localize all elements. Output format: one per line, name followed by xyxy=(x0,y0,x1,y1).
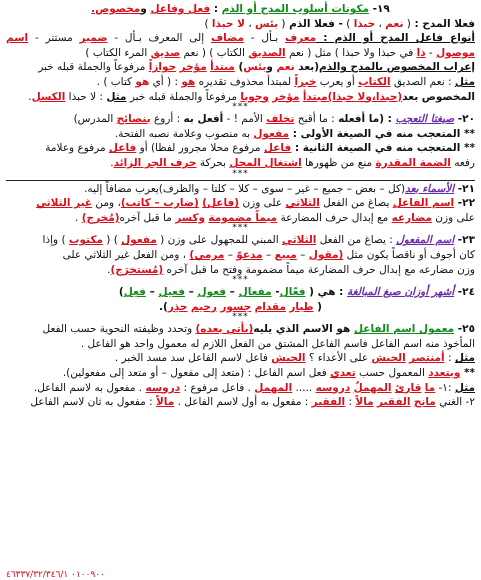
s20-l4-b: الضمة المقدرة xyxy=(375,156,451,169)
s25-l5-g: المهملُ xyxy=(353,381,392,394)
s19-l2-ni: نعم xyxy=(385,17,404,30)
s19-l3-a: أنواع فاعل المدح أو الذم : xyxy=(316,32,475,45)
s19-l7-k: الكسل xyxy=(31,90,66,103)
s22-number: ٢٢- xyxy=(454,197,475,210)
s23-l2-f: مدعوّ xyxy=(236,248,263,261)
s25-l4-b: ويتعدد xyxy=(428,367,461,380)
s19-l2-hb: حبذا xyxy=(353,17,376,30)
s24-l2-b: طيار xyxy=(289,300,314,313)
s22-l1-i: غير الثلاثي xyxy=(36,197,93,210)
s19-sep: : xyxy=(210,3,222,15)
s19-l3-f: إلى المعرف بـأل xyxy=(118,32,211,45)
s23-title: اسم المفعول xyxy=(396,234,455,247)
s25-l5-b: :١- xyxy=(435,381,455,394)
s19-l3-b: معرف xyxy=(284,32,317,45)
s19-l2-b: - فعلا الذم xyxy=(285,17,343,30)
section-rule xyxy=(6,180,475,181)
s19-v1: فعل وفاعل xyxy=(150,3,211,15)
s20-l4-d: اشتغال المحل xyxy=(229,156,302,169)
s19-l2-c2: ، xyxy=(244,17,255,30)
stars-divider: *** xyxy=(232,312,249,323)
s19-l3-k: اسم xyxy=(6,32,29,45)
s19-l4-f: الكتاب ) ( نعم xyxy=(180,46,249,59)
s25-l5-l: . فاعل مرفوع : xyxy=(180,381,255,394)
s22-l1-b: يصاغ من الفعل xyxy=(319,197,393,210)
s25-l3-f: على الأعداء ؟ xyxy=(305,352,372,365)
s19-l2-a: فعلا المدح : xyxy=(410,17,475,30)
s25-l6-f: مالاً xyxy=(355,396,374,409)
s20-l3-c: مرفوع محلا مجرور لفظا) أو xyxy=(136,142,264,155)
s23-l2-b: (مقول xyxy=(308,248,344,261)
s19-l5-c: نعم xyxy=(276,61,295,74)
s19-l4-c: ذا xyxy=(416,46,426,59)
s24-title: أشهر أوزان صيغ المبالغة xyxy=(347,286,455,299)
s19-number: ١٩- xyxy=(368,3,390,15)
s24-l2-h: رحيم xyxy=(190,300,217,313)
stars-divider: *** xyxy=(232,275,249,286)
s19-line4 xyxy=(6,46,475,61)
s25-line2 xyxy=(6,337,475,352)
s24-l1-c: - xyxy=(271,286,280,299)
s19-l2-p2: ) xyxy=(342,17,354,30)
s19-l5-f: ) xyxy=(234,61,244,74)
s25-l1-a: هو الاسم الذي يليه xyxy=(253,323,354,336)
s25-l4-c: المعمول حسب xyxy=(355,367,429,380)
s23-l2-h: مرمي) xyxy=(189,248,225,261)
s19-l2-lhb: لا حبذا xyxy=(211,17,245,30)
s19-l4-b: - xyxy=(425,46,437,59)
s24-heading-line xyxy=(6,285,475,300)
s25-l3-g: الجيش xyxy=(271,352,306,365)
s20-l4-a: رفعه xyxy=(450,156,475,169)
s19-l2-p4: ) xyxy=(204,17,212,30)
s20-number: ٢٠- xyxy=(454,113,475,126)
s25-l4-e: فعل اسم الفاعل : (متعد إلى مفعول – أو متعد إلى مفعولين). xyxy=(62,367,331,380)
s19-l6-f: لمبتدأ محذوف تقديره xyxy=(195,75,295,88)
s24-l1-j: فعِل xyxy=(123,286,146,299)
s23-l1-g: ) وإذا xyxy=(42,234,69,247)
s19-l3-j: - xyxy=(28,32,39,45)
s22-l2-a: على وزن xyxy=(431,211,475,224)
s25-l3-e: الجيش xyxy=(371,352,406,365)
s25-l4-d: تعدي xyxy=(330,367,356,380)
s19-l3-d: - xyxy=(243,32,255,45)
s23-l3-c: . xyxy=(107,263,111,276)
s25-l6-h: الفقير xyxy=(311,396,346,409)
s19-l7-c: مبتدأ xyxy=(302,90,328,103)
s25-l2-a: المأخوذ منه اسم الفاعل فاسم الفاعل المشتق من الفعل اللازم له معمول واحد هو الفاعل . xyxy=(80,337,475,350)
s19-l3-h: ضمير xyxy=(79,32,108,45)
s24-l1-h: فعيل xyxy=(158,286,185,299)
s22-l2-h: (مُخرج) xyxy=(81,211,120,224)
s21-title: الأسماء بعد xyxy=(405,182,455,195)
s19-l7-i: مثل xyxy=(106,90,127,103)
s20-l3-d: فاعل xyxy=(108,142,137,155)
s24-l2-f: جسور xyxy=(220,300,252,313)
s19-l7-a: المخصوص بعد xyxy=(402,90,475,103)
stars-divider: *** xyxy=(232,102,249,113)
s24-l2-k: ). xyxy=(159,300,168,313)
s19-l6-j: كتاب ) . xyxy=(96,75,136,88)
s22-l1-e: (فاعل) xyxy=(202,197,240,210)
s19-l4-d: في حبذا ولا حبذا ) مثل ( نعم xyxy=(285,46,417,59)
s25-l6-i: : مفعول به أول لاسم الفاعل . xyxy=(174,396,312,409)
s19-line3 xyxy=(6,31,475,46)
s20-l2-c: به منصوب وعلامة نصبه الفتحة. xyxy=(114,127,254,140)
s24-number: ٢٤- xyxy=(454,286,475,299)
s25-l6-b: مانح xyxy=(413,396,436,409)
s19-l5-e: بئس xyxy=(243,61,267,74)
s19-l3-e: مضاف xyxy=(210,32,244,45)
s19-l6-a: مثل xyxy=(454,75,475,88)
s25-l1-c: وتحدد وظيفته النحوية حسب الفعل xyxy=(42,323,196,336)
s19-l5-b: (بعد xyxy=(294,61,320,74)
s22-l2-g: ما قبل آخره xyxy=(119,211,176,224)
s20-l1-d: تخلف xyxy=(266,113,295,126)
s23-l1-a: : يصاغ من الفعل xyxy=(316,234,397,247)
s19-l2-bs: بئس xyxy=(254,17,279,30)
s19-l7-e: مؤخر xyxy=(272,90,300,103)
s19-l6-c: الكتاب xyxy=(358,75,391,88)
s24-l2-d: مقدام xyxy=(254,300,286,313)
s19-l6-h: : ( أي xyxy=(149,75,182,88)
s20-line2 xyxy=(6,127,475,142)
s20-l4-f: حرف الجر الزائد xyxy=(113,156,197,169)
s19-l6-d: أو يعرب xyxy=(316,75,359,88)
stars-divider: *** xyxy=(232,223,249,234)
s23-l3-b: (مُستخرَج) xyxy=(110,263,164,276)
s25-l6-g: : xyxy=(345,396,356,409)
s24-l2-j: حذِر xyxy=(167,300,188,313)
s24-l1-e: – xyxy=(226,286,239,299)
s25-l3-b: : xyxy=(444,352,455,365)
s19-l4-e: الصديق xyxy=(248,46,286,59)
s25-line3 xyxy=(6,351,475,366)
s22-l1-h: ، ومن xyxy=(92,197,121,210)
s19-l5-a: إعراب المخصوص بالمدح والذم xyxy=(319,61,475,74)
s25-number: ٢٥- xyxy=(454,323,475,336)
s23-heading-line xyxy=(6,233,475,248)
s20-l3-a: ** المتعجب منه في الصيغة الثانية : xyxy=(291,142,475,155)
s19-l5-d: و xyxy=(266,61,277,74)
s20-l4-c: منع من ظهورها xyxy=(301,156,376,169)
s22-l2-c: مع إبدال حرف المضارعة xyxy=(277,211,392,224)
s20-l1-h: بنصائح xyxy=(116,113,151,126)
s24-l1-f: فعول xyxy=(197,286,227,299)
s19-and: و xyxy=(140,3,151,15)
s19-l2-p3: ( xyxy=(278,17,286,30)
s25-l1-b: (يأتي بعده) xyxy=(195,323,254,336)
section-21 xyxy=(6,182,475,197)
s20-l1-f: أفعل به xyxy=(183,113,224,126)
s25-line5 xyxy=(6,381,475,396)
s20-l2-a: ** المتعجب منه في الصيغة الأولى : xyxy=(289,127,475,140)
s23-line2 xyxy=(6,248,475,263)
s19-line2 xyxy=(6,17,475,32)
s19-l5-i: مؤخر xyxy=(179,61,207,74)
s22-l1-d: على وزن xyxy=(239,197,286,210)
section-25 xyxy=(6,322,475,410)
s24-l2-a: ( xyxy=(313,300,322,313)
section-19 xyxy=(6,2,475,112)
s20-l1-c: : ما أقبح xyxy=(294,113,339,126)
s25-heading-line xyxy=(6,322,475,337)
s25-l5-i: دروسه xyxy=(315,381,351,394)
s23-number: ٢٣- xyxy=(454,234,475,247)
s25-l5-e: قارئ xyxy=(394,381,422,394)
s19-l7-g: وجوبا xyxy=(240,90,269,103)
s20-heading-line xyxy=(6,112,475,127)
s20-line3 xyxy=(6,141,475,156)
s19-line6 xyxy=(6,75,475,90)
s24-l1-i: – xyxy=(145,286,159,299)
s25-line6 xyxy=(6,395,475,410)
s19-l4-a: موصول xyxy=(436,46,475,59)
s19-l3-g: - xyxy=(107,32,119,45)
s23-l1-d: مفعول xyxy=(121,234,157,247)
s23-l1-b: الثلاثي xyxy=(282,234,317,247)
s19-line5 xyxy=(6,60,475,75)
s25-l5-j: ..... xyxy=(292,381,316,394)
s25-l5-a: مثل xyxy=(454,381,475,394)
s19-l7-j: : لا حبذا xyxy=(65,90,107,103)
s22-l2-d: ميماً مضمومة xyxy=(208,211,278,224)
s23-l2-e: – xyxy=(262,248,275,261)
footer-phone-strip: ٠١٠٠٩٠٠ ٤٦٣٣٧/٣٢/٣٤٦/١ xyxy=(6,570,105,580)
s23-l1-c: المبني للمجهول على وزن ( xyxy=(156,234,283,247)
s22-l1-a: اسم الفاعل xyxy=(392,197,455,210)
s20-l1-e: الأمم ! - xyxy=(223,113,267,126)
s19-l6-e: خبراً xyxy=(294,75,317,88)
s19-l7-h: مرفوعاً والجملة قبله خبر xyxy=(126,90,241,103)
s20-l4-g: . xyxy=(110,156,114,169)
s22-line1 xyxy=(6,196,475,211)
s25-l3-a: مثل xyxy=(454,352,475,365)
s19-l2-c1: ، xyxy=(375,17,386,30)
s20-l3-b: فاعل xyxy=(263,142,292,155)
s20-l1-a: : xyxy=(384,113,396,126)
s25-l5-c: ما xyxy=(424,381,436,394)
s19-l4-h: المرء الكتاب ) xyxy=(85,46,151,59)
s21-l1-a: (كل – بعض – جميع – غير – سوى – كلا – كلتا – والظرف)يعرب مضافاً إليه. xyxy=(84,182,406,195)
s19-l7-l: . xyxy=(28,90,32,103)
s25-l6-k: : مفعول به ثان لاسم الفاعل xyxy=(30,396,156,409)
s23-l2-c: – xyxy=(296,248,309,261)
s25-l5-m: دروسه xyxy=(145,381,181,394)
s24-l1-a: : هي ( xyxy=(305,286,348,299)
s23-l1-f: مكتوب xyxy=(68,234,103,247)
s25-l6-a: ٢- الغني xyxy=(435,396,475,409)
s23-l2-a: كان أجوف أو ناقصاً يكون مثل xyxy=(343,248,475,261)
s20-l2-b: مفعول xyxy=(253,127,290,140)
s22-l2-b: مضارعه xyxy=(391,211,432,224)
s23-l1-e: ) ( xyxy=(102,234,122,247)
s19-heading-line xyxy=(6,2,475,17)
s22-l2-i: . xyxy=(75,211,82,224)
s25-l6-d: الفقير xyxy=(376,396,411,409)
s20-title: صيغتا التعجب xyxy=(395,113,455,126)
s22-l1-g: (ضارب – كاتب) xyxy=(120,197,199,210)
s19-l6-g: هو xyxy=(181,75,196,88)
s19-l6-i: هو xyxy=(135,75,150,88)
s19-l6-b: : نعم الصديق xyxy=(390,75,455,88)
s19-l5-g: مبتدأ xyxy=(210,61,235,74)
s25-l3-h: فاعل لاسم الفاعل سد مسد الخبر . xyxy=(114,352,272,365)
s20-l1-g: : أروع xyxy=(150,113,184,126)
s19-l3-i: مستتر xyxy=(38,32,80,45)
s23-l2-i: ، ومن الفعل غير الثلاثي على xyxy=(62,248,190,261)
section-22 xyxy=(6,196,475,233)
s25-l4-a: ** xyxy=(460,367,475,380)
s24-l1-g: – xyxy=(184,286,198,299)
section-20 xyxy=(6,112,475,180)
s21-line1 xyxy=(6,182,475,197)
s19-l7-b: (حبذا،ولا حبذا) xyxy=(327,90,403,103)
s19-l2-p1: ( xyxy=(403,17,411,30)
s19-v2: مخصوص. xyxy=(91,3,141,15)
s22-l1-c: الثلاثي xyxy=(285,197,320,210)
s19-l4-g: صديق xyxy=(150,46,181,59)
s19-title: مكونات أسلوب المدح أو الذم xyxy=(221,3,369,15)
s25-title: معمول اسم الفاعل xyxy=(353,323,455,336)
s19-l3-c: بـأل xyxy=(254,32,285,45)
s25-l3-c: أمنتصر xyxy=(409,352,445,365)
notes-page xyxy=(6,2,475,580)
s23-l2-g: – xyxy=(224,248,237,261)
s19-l5-l: مرفوعاً والجملة قبله خبر xyxy=(38,61,149,74)
s20-l3-e: مرفوع وعلامة xyxy=(45,142,109,155)
s23-l2-d: مبيع xyxy=(274,248,297,261)
section-24 xyxy=(6,285,475,322)
s22-l2-f: وكسر xyxy=(175,211,206,224)
s24-l1-b: فعّال xyxy=(279,286,306,299)
s25-line4 xyxy=(6,366,475,381)
s20-l1-b: (ما أفعله xyxy=(338,113,385,126)
s25-l6-j: مالاً xyxy=(155,396,175,409)
s24-l1-d: مفعال xyxy=(238,286,272,299)
s25-l5-n: . مفعول به لاسم الفاعل. xyxy=(33,381,146,394)
s25-l5-k: المهمل xyxy=(254,381,293,394)
s20-l1-i: المدرس) xyxy=(73,113,117,126)
section-23 xyxy=(6,233,475,285)
s21-number: ٢١- xyxy=(454,182,475,195)
s23-l3-a: وزن مضارعه مع إبدال حرف المضارعة ميماً مضمومة وفتح ما قبل آخره xyxy=(163,263,475,276)
s19-l5-k: جوازاً xyxy=(148,61,177,74)
s24-l1-k: ) xyxy=(118,286,124,299)
s20-l4-e: بحركة xyxy=(196,156,230,169)
stars-divider: *** xyxy=(232,168,249,179)
